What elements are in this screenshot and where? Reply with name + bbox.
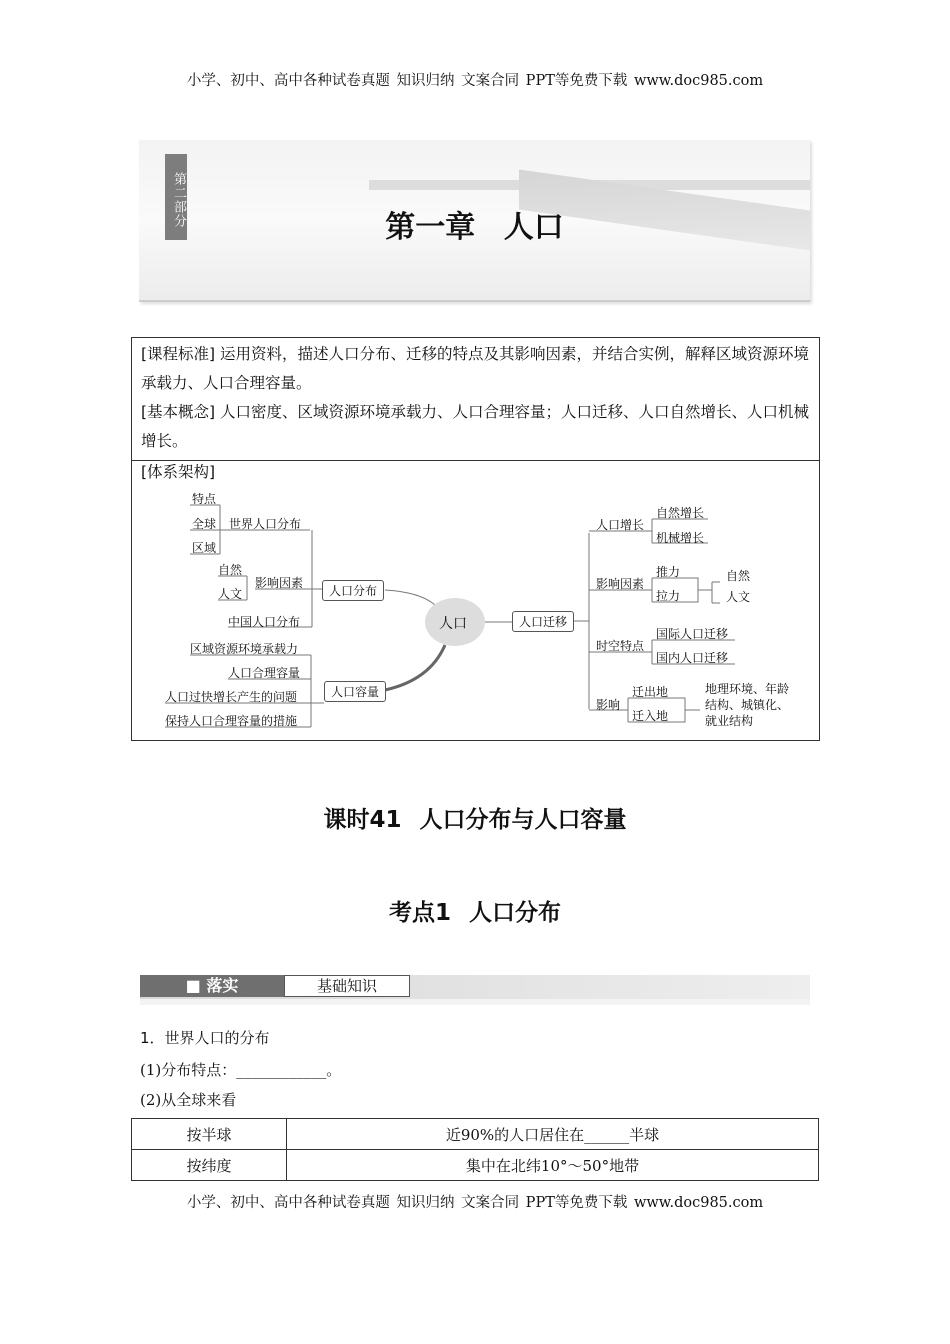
mm-leaf: 地理环境、年龄 xyxy=(705,682,790,696)
center-label: 人口 xyxy=(439,616,467,632)
section-dark-label: ■ 落实 xyxy=(140,975,284,997)
concept-label: [基本概念] xyxy=(141,403,216,421)
mm-leaf: 迁入地 xyxy=(632,709,669,723)
mm-leaf: 人文 xyxy=(726,590,751,604)
item-line: (2)从全球来看 xyxy=(140,1091,237,1109)
section-bar xyxy=(140,975,810,1005)
page-header: 小学、初中、高中各种试卷真题 知识归纳 文案合同 PPT等免费下载 www.doc985.com xyxy=(186,73,764,89)
mm-leaf: 国际人口迁移 xyxy=(656,627,729,641)
mm-leaf: 迁出地 xyxy=(632,685,669,699)
mm-branch: 影响因素 xyxy=(255,576,304,590)
mm-branch: 影响 xyxy=(596,698,621,712)
part-tag: 第二部分 xyxy=(165,154,187,240)
concept-text: 人口密度、区域资源环境承载力、人口合理容量；人口迁移、人口自然增长、人口机械增长。 xyxy=(141,403,810,450)
item-heading: 1．世界人口的分布 xyxy=(140,1029,270,1047)
chapter-title: 第一章 人口 xyxy=(385,210,564,245)
section-light-label: 基础知识 xyxy=(284,975,410,997)
mm-leaf: 机械增长 xyxy=(656,531,705,545)
mm-leaf: 结构、城镇化、 xyxy=(705,698,790,712)
standard-text: 运用资料，描述人口分布、迁移的特点及其影响因素，并结合实例，解释区域资源环境承载力、人口合理容量。 xyxy=(141,345,810,392)
node-distribution: 人口分布 xyxy=(322,580,384,601)
table-cell: 集中在北纬10°～50°地带 xyxy=(287,1150,819,1181)
mm-leaf: 全球 xyxy=(192,517,217,531)
node-migration: 人口迁移 xyxy=(512,611,574,632)
mm-branch: 人口合理容量 xyxy=(228,666,301,680)
mm-leaf: 人文 xyxy=(218,587,243,601)
table-row xyxy=(132,1119,819,1150)
lesson-title: 课时41 人口分布与人口容量 xyxy=(323,807,627,833)
mm-leaf: 自然 xyxy=(218,563,243,577)
mm-branch: 中国人口分布 xyxy=(228,615,301,629)
mm-leaf: 就业结构 xyxy=(705,714,754,728)
mm-leaf: 拉力 xyxy=(656,589,681,603)
mm-leaf: 自然增长 xyxy=(656,506,705,520)
mm-leaf: 国内人口迁移 xyxy=(656,651,729,665)
table-row xyxy=(132,1150,819,1181)
item-line: (1)分布特点：____________。 xyxy=(140,1061,342,1079)
table-cell: 按纬度 xyxy=(132,1150,287,1181)
mm-leaf: 自然 xyxy=(726,569,751,583)
standard-label: [课程标准] xyxy=(141,345,216,363)
table-cell: 按半球 xyxy=(132,1119,287,1150)
mm-branch: 影响因素 xyxy=(596,577,645,591)
mm-leaf: 区域 xyxy=(192,541,217,555)
topic-title: 考点1 人口分布 xyxy=(388,900,561,926)
mm-branch: 区域资源环境承载力 xyxy=(190,642,299,656)
mm-leaf: 特点 xyxy=(192,492,217,506)
mm-branch: 时空特点 xyxy=(596,639,645,653)
mm-leaf: 推力 xyxy=(656,565,681,579)
node-capacity: 人口容量 xyxy=(324,681,386,702)
framework-label-text: [体系架构] xyxy=(141,463,216,481)
mm-branch: 人口过快增长产生的问题 xyxy=(165,690,298,704)
mm-branch: 保持人口合理容量的措施 xyxy=(165,714,298,728)
mm-branch: 人口增长 xyxy=(596,518,645,532)
table-cell: 近90%的人口居住在______半球 xyxy=(287,1119,819,1150)
page-footer: 小学、初中、高中各种试卷真题 知识归纳 文案合同 PPT等免费下载 www.doc985.com xyxy=(186,1195,764,1211)
distribution-table xyxy=(131,1118,819,1181)
mm-branch: 世界人口分布 xyxy=(229,517,302,531)
